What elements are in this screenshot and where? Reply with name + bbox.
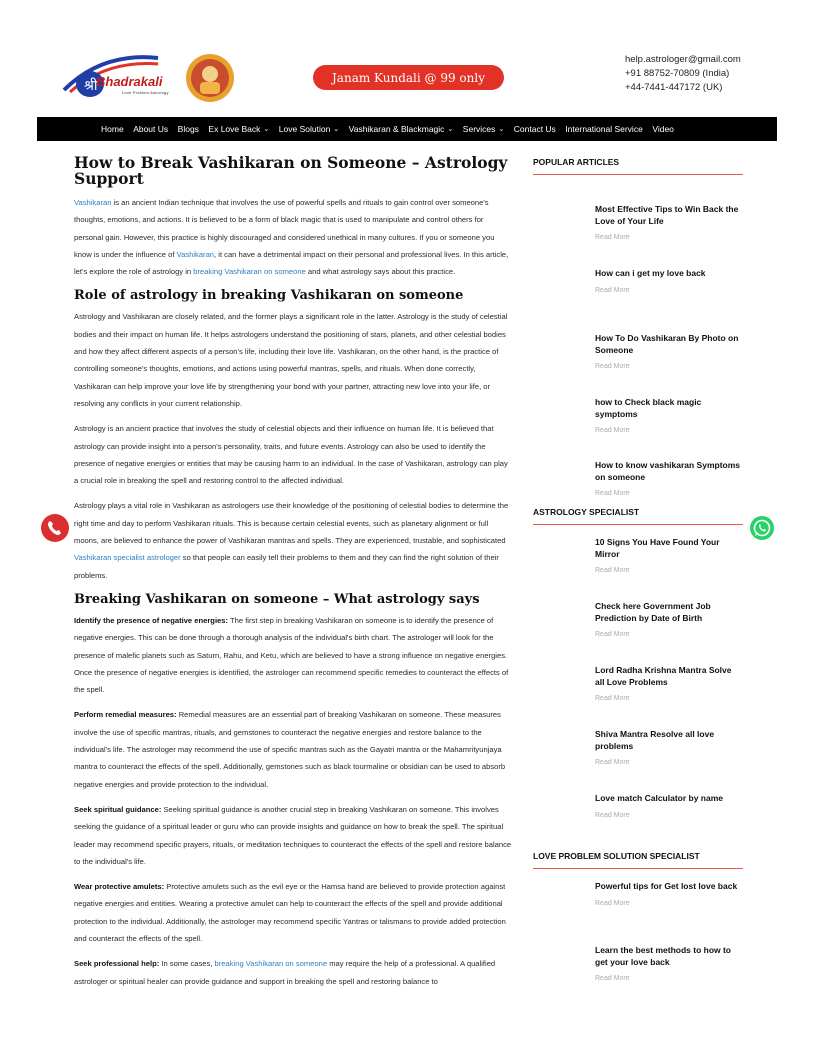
role-paragraph-2: Astrology is an ancient practice that involves the study of celestial objects and their influence on human life. It is believed that astrology can provide insight into a person's personality, traits, and future events. Astrology can also be used to identify the presence of negative energies or entities that may be causing harm to an individual. In the case of Vashikaran, astrology can play a crucial role in breaking the spell and restoring control to the affected individual. [74, 424, 508, 486]
janam-kundali-button[interactable]: Janam Kundali @ 99 only [313, 65, 504, 90]
section-heading-breaking: Breaking Vashikaran on someone – What astrology says [74, 591, 480, 607]
read-more-link[interactable]: Read More [595, 975, 630, 982]
page-title: How to Break Vashikaran on Someone – Astrology Support [74, 153, 508, 188]
nav-international-service[interactable]: International Service [565, 124, 643, 134]
sidebar-heading-astrology: ASTROLOGY SPECIALIST [533, 507, 743, 525]
chevron-down-icon: ⌄ [498, 126, 505, 133]
step-paragraph: Perform remedial measures: Remedial measures are an essential part of breaking Vashikaran on someone. These measures involve the use of specific mantras, rituals, and gemstones to counteract the negative energies and restore balance to the individual's life. The astrologer may recommend the use of specific mantras such as the Gayatri mantra or the Mahamrityunjaya mantra to counteract the effects of the spell. Additionally, gemstones such as black tourmaline or obsidian can be used to absorb negative energies and provide protection to the individual. [74, 710, 506, 789]
sidebar-article[interactable]: Love match Calculator by name Read More [533, 793, 743, 851]
read-more-link[interactable]: Read More [595, 695, 630, 702]
read-more-link[interactable]: Read More [595, 899, 630, 907]
svg-text:श्री: श्री [84, 78, 98, 94]
breaking-vashikaran-link[interactable]: breaking Vashikaran on someone [193, 267, 306, 277]
vashikaran-link-2[interactable]: Vashikaran [176, 249, 215, 259]
contact-email[interactable]: help.astrologer@gmail.com [625, 54, 741, 65]
role-paragraph-3: Astrology plays a vital role in Vashikaran as astrologers use their knowledge of the positioning of celestial bodies to determine the right time and day to perform Vashikaran rituals. This is because certain celestial events, such as planetary alignment or full moons, are believed to enhance the power of Vashikaran mantras and spells. They are experienced, trustable, and sophisticated Vashikaran specialist astrologer so that people can easily tell their problems to them and they can find the right solution of their problems. [74, 501, 509, 580]
nav-contact-us[interactable]: Contact Us [513, 124, 556, 134]
article-body [74, 155, 514, 998]
phone-call-icon[interactable] [40, 513, 70, 543]
read-more-link[interactable]: Read More [595, 427, 630, 434]
sidebar-article[interactable]: 10 Signs You Have Found Your Mirror Read More [533, 537, 743, 601]
sidebar-article[interactable]: Lord Radha Krishna Mantra Solve all Love Problems Read More [533, 665, 743, 729]
vashikaran-specialist-link[interactable]: Vashikaran specialist astrologer [74, 553, 181, 563]
step-paragraph: Identify the presence of negative energies: The first step in breaking Vashikaran on someone is to identify the presence of negative energies. This can be done through a thorough analysis of the individual's birth chart. The astrologer will look for the presence of malefic planets such as Saturn, Rahu, and Ketu, which are believed to have a strong influence on negative energies. Once the presence of negative energies is identified, the astrologer can recommend specific remedies to counteract the effects of the spell. [74, 615, 509, 695]
sidebar-article[interactable]: How To Do Vashikaran By Photo on Someone Read More [533, 317, 743, 381]
contact-phone-india[interactable]: +91 88752-70809 (India) [625, 68, 730, 79]
sidebar-article[interactable]: Powerful tips for Get lost love back Read More [533, 881, 743, 945]
sidebar-article[interactable]: How to know vashikaran Symptoms on someone Read More [533, 445, 743, 507]
main-nav [37, 117, 777, 141]
role-paragraph-1: Astrology and Vashikaran are closely related, and the former plays a significant role in the latter. Astrology is the study of celestial bodies and their impact on human life. It helps astrologers understand the positioning of stars, planets, and other celestial bodies and how they affect different aspects of a person's life, including their love life. Vashikaran, on the other hand, is the practice of controlling someone's thoughts, emotions, and actions using powerful mantras, spells, and rituals. When done correctly, Vashikaran can help improve your love life by strengthening your bond with your partner, attracting new love into your life, or resolving any conflicts in your current relationship. [74, 312, 508, 408]
intro-paragraph: Vashikaran is an ancient Indian technique that involves the use of powerful spells and rituals to gain control over someone's thoughts, emotions, and actions. It is believed to be a form of black magic that is used to manipulate and control others for personal gain. However, this practice is highly discouraged and considered unethical in many cultures. If you or someone you know is under the influence of Vashikaran, it can have a detrimental impact on their personal and professional lives. In this article, let's explore the role of astrology in breaking Vashikaran on someone and what astrology says about this practice. [74, 198, 509, 277]
read-more-link[interactable]: Read More [595, 567, 630, 574]
whatsapp-icon[interactable] [749, 515, 775, 541]
nav-home[interactable]: Home [101, 124, 124, 134]
chevron-down-icon: ⌄ [333, 126, 340, 133]
contact-phone-uk[interactable]: +44-7441-447172 (UK) [625, 82, 723, 93]
sidebar-article[interactable]: Most Effective Tips to Win Back the Love of Your Life Read More [533, 187, 743, 252]
logo-wordmark: Bhadrakali [96, 74, 163, 89]
sidebar-article[interactable]: Check here Government Job Prediction by Date of Birth Read More [533, 601, 743, 665]
sidebar-article[interactable]: Learn the best methods to how to get your love back Read More [533, 945, 743, 1009]
sidebar-article[interactable]: how to Check black magic symptoms Read More [533, 381, 743, 445]
read-more-link[interactable]: Read More [595, 234, 630, 241]
contact-info [625, 53, 741, 95]
chevron-down-icon: ⌄ [447, 126, 454, 133]
nav-services[interactable]: Services ⌄ [462, 124, 505, 134]
nav-video[interactable]: Video [652, 124, 674, 134]
logo-tagline: Love Problem Astrology [122, 90, 169, 95]
sidebar-article[interactable]: Shiva Mantra Resolve all love problems Read More [533, 729, 743, 793]
step-paragraph: Seek professional help: In some cases, breaking Vashikaran on someone may require the help of a professional. A qualified astrologer or spiritual healer can provide guidance and support in breaking the spell and restoring balance to [74, 959, 496, 986]
sidebar [533, 157, 743, 1009]
nav-ex-love-back[interactable]: Ex Love Back ⌄ [208, 124, 270, 134]
read-more-link[interactable]: Read More [595, 811, 630, 819]
sidebar-heading-popular: POPULAR ARTICLES [533, 157, 743, 175]
read-more-link[interactable]: Read More [595, 631, 630, 638]
read-more-link[interactable]: Read More [595, 286, 630, 294]
nav-vashikaran-blackmagic[interactable]: Vashikaran & Blackmagic ⌄ [348, 124, 454, 134]
read-more-link[interactable]: Read More [595, 759, 630, 766]
section-heading-role: Role of astrology in breaking Vashikaran on someone [74, 288, 464, 304]
step-paragraph: Wear protective amulets: Protective amulets such as the evil eye or the Hamsa hand are believed to provide protection against negative energies and entities. Wearing a protective amulet can help to counteract the effects of the spell and provide additional protection to the individual. Additionally, the astrologer may recommend specific Yantras or talismans to provide added protection and counteract the effects of the spell. [74, 882, 506, 943]
sidebar-article[interactable]: How can i get my love back Read More [533, 252, 743, 317]
nav-about-us[interactable]: About Us [133, 124, 169, 134]
step-paragraph: Seek spiritual guidance: Seeking spiritual guidance is another crucial step in breaking Vashikaran on someone. This involves seeking the guidance of a spiritual leader or guru who can provide insights and guidance on how to break the spell. The spiritual leader may recommend specific prayers, rituals, or meditation techniques to counteract the effects of the spell and restore balance to the individual's life. [74, 804, 512, 866]
nav-love-solution[interactable]: Love Solution ⌄ [278, 124, 340, 134]
read-more-link[interactable]: Read More [595, 490, 630, 497]
chevron-down-icon: ⌄ [263, 126, 270, 133]
sidebar-heading-love-problem: LOVE PROBLEM SOLUTION SPECIALIST [533, 851, 743, 869]
read-more-link[interactable]: Read More [595, 363, 630, 370]
nav-blogs[interactable]: Blogs [177, 124, 199, 134]
vashikaran-link[interactable]: Vashikaran [74, 198, 112, 207]
breaking-vashikaran-link-2[interactable]: breaking Vashikaran on someone [214, 959, 328, 969]
